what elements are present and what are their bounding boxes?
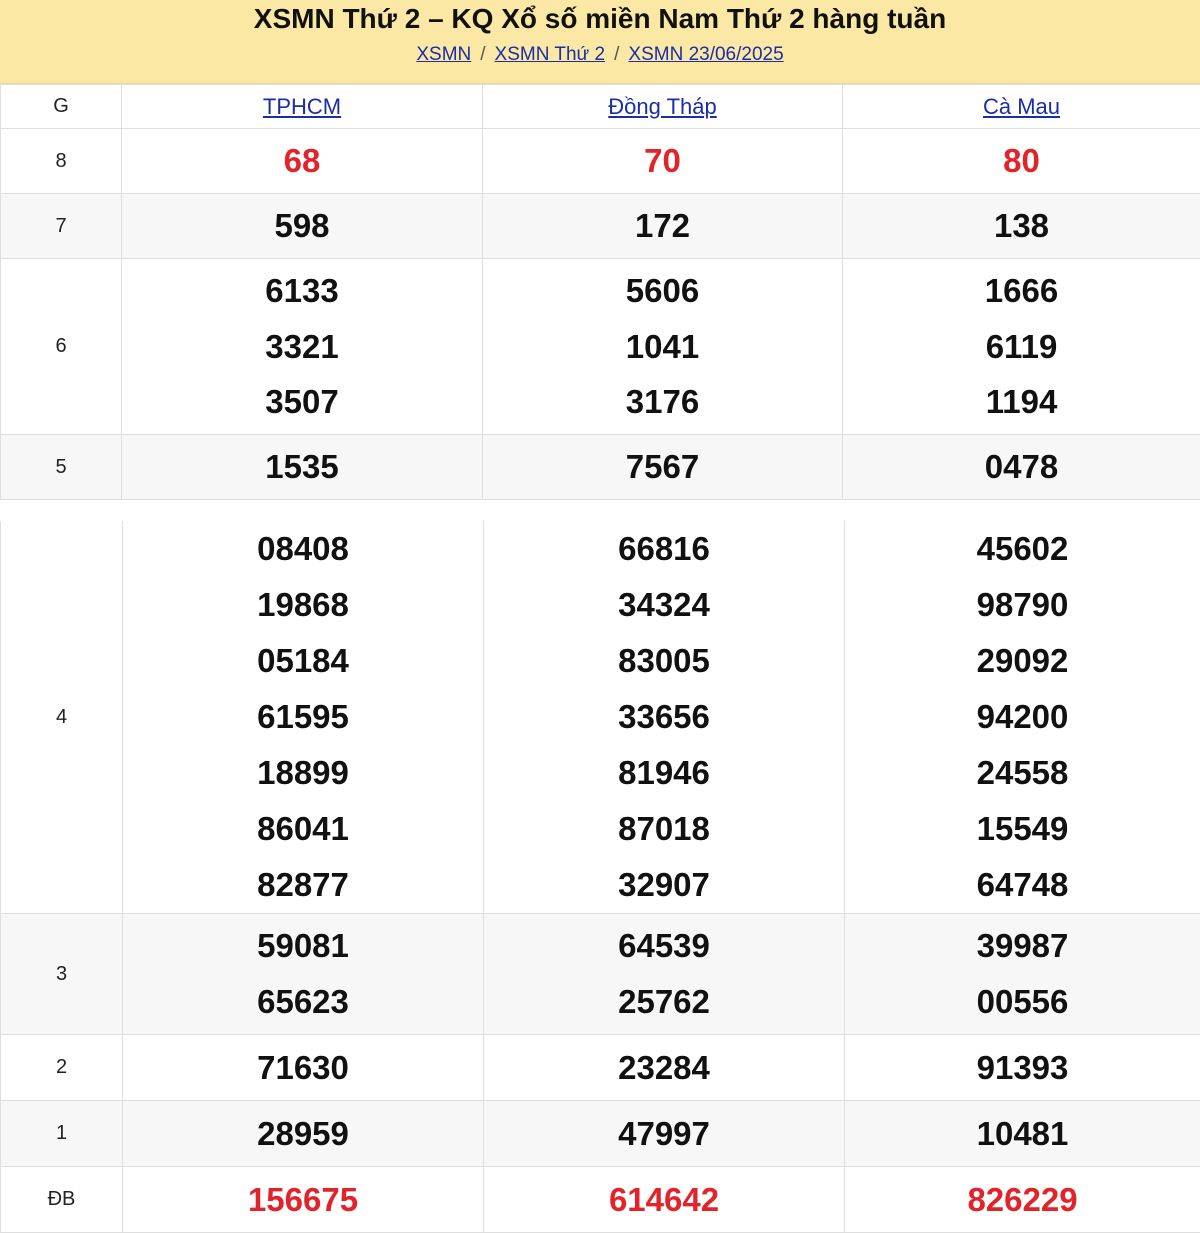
page-header (0, 0, 1200, 84)
prize-label: 6 (1, 259, 122, 435)
result-number: 87018 (484, 801, 844, 857)
result-number: 28959 (123, 1101, 484, 1167)
result-number: 3321 (122, 319, 482, 375)
result-cell (122, 259, 483, 435)
result-number: 34324 (484, 577, 844, 633)
province-link-tphcm[interactable]: TPHCM (263, 94, 341, 119)
prize-row-g5 (1, 435, 1200, 500)
prize-row-g4 (1, 521, 1200, 914)
breadcrumb-link-xsmn[interactable]: XSMN (416, 44, 471, 65)
result-cell (845, 914, 1200, 1035)
prize-row-g1 (1, 1101, 1200, 1167)
result-number: 5606 (483, 263, 842, 319)
province-header-tphcm (122, 85, 483, 129)
prize-label: 3 (1, 914, 123, 1035)
result-number: 80 (843, 129, 1200, 194)
result-number: 1194 (843, 374, 1200, 430)
prize-row-special (1, 1167, 1200, 1233)
result-number: 83005 (484, 633, 844, 689)
province-header-ca-mau (843, 85, 1200, 129)
result-number: 68 (122, 129, 483, 194)
breadcrumb-link-xsmn-date[interactable]: XSMN 23/06/2025 (628, 44, 783, 65)
result-number: 00556 (845, 974, 1200, 1030)
result-number: 33656 (484, 689, 844, 745)
result-number: 3507 (122, 374, 482, 430)
result-cell (484, 521, 845, 914)
result-number: 23284 (484, 1035, 845, 1101)
breadcrumb (0, 43, 1200, 67)
prize-label: 2 (1, 1035, 123, 1101)
result-number: 32907 (484, 857, 844, 913)
prize-row-g2 (1, 1035, 1200, 1101)
prize-row-g8 (1, 129, 1200, 194)
province-header-dong-thap (483, 85, 843, 129)
prize-row-g6 (1, 259, 1200, 435)
result-number: 24558 (845, 745, 1200, 801)
breadcrumb-link-xsmn-thu-2[interactable]: XSMN Thứ 2 (495, 44, 606, 65)
result-number: 05184 (123, 633, 483, 689)
result-cell (845, 521, 1200, 914)
result-cell (123, 521, 484, 914)
result-number: 64539 (484, 918, 844, 974)
prize-label: 8 (1, 129, 122, 194)
result-number: 98790 (845, 577, 1200, 633)
result-cell (483, 259, 843, 435)
result-cell (843, 259, 1200, 435)
result-number: 71630 (123, 1035, 484, 1101)
result-number: 3176 (483, 374, 842, 430)
result-number: 10481 (845, 1101, 1200, 1167)
result-number: 826229 (845, 1167, 1200, 1233)
result-number: 70 (483, 129, 843, 194)
result-number: 614642 (484, 1167, 845, 1233)
result-cell (123, 914, 484, 1035)
result-number: 91393 (845, 1035, 1200, 1101)
province-link-ca-mau[interactable]: Cà Mau (983, 94, 1060, 119)
result-number: 172 (483, 194, 843, 259)
result-number: 45602 (845, 521, 1200, 577)
page-title: XSMN Thứ 2 – KQ Xổ số miền Nam Thứ 2 hàng tuần (0, 0, 1200, 37)
result-number: 82877 (123, 857, 483, 913)
result-number: 1666 (843, 263, 1200, 319)
result-number: 86041 (123, 801, 483, 857)
result-number: 59081 (123, 918, 483, 974)
prize-row-g3 (1, 914, 1200, 1035)
prize-label: 1 (1, 1101, 123, 1167)
result-number: 1535 (122, 435, 483, 500)
results-table-top (0, 84, 1200, 500)
result-number: 18899 (123, 745, 483, 801)
result-number: 29092 (845, 633, 1200, 689)
result-number: 66816 (484, 521, 844, 577)
results-table-bottom (0, 521, 1200, 1233)
table-header-row (1, 85, 1200, 129)
result-number: 65623 (123, 974, 483, 1030)
result-number: 156675 (123, 1167, 484, 1233)
result-number: 25762 (484, 974, 844, 1030)
result-number: 61595 (123, 689, 483, 745)
result-number: 7567 (483, 435, 843, 500)
prize-label: 7 (1, 194, 122, 259)
result-number: 94200 (845, 689, 1200, 745)
result-number: 1041 (483, 319, 842, 375)
result-number: 598 (122, 194, 483, 259)
breadcrumb-separator: / (614, 44, 619, 65)
result-number: 08408 (123, 521, 483, 577)
result-number: 6133 (122, 263, 482, 319)
prize-label: 5 (1, 435, 122, 500)
prize-column-header: G (1, 85, 122, 129)
result-number: 47997 (484, 1101, 845, 1167)
result-number: 19868 (123, 577, 483, 633)
prize-row-g7 (1, 194, 1200, 259)
result-number: 64748 (845, 857, 1200, 913)
prize-label: 4 (1, 521, 123, 914)
result-number: 138 (843, 194, 1200, 259)
prize-label: ĐB (1, 1167, 123, 1233)
breadcrumb-separator: / (480, 44, 485, 65)
result-number: 81946 (484, 745, 844, 801)
result-number: 15549 (845, 801, 1200, 857)
result-number: 39987 (845, 918, 1200, 974)
province-link-dong-thap[interactable]: Đồng Tháp (608, 94, 716, 119)
result-cell (484, 914, 845, 1035)
result-number: 0478 (843, 435, 1200, 500)
result-number: 6119 (843, 319, 1200, 375)
